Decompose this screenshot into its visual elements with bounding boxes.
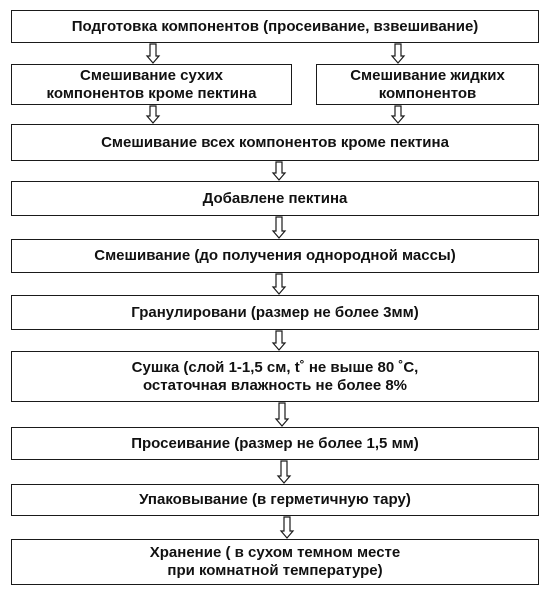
step-sieve xyxy=(11,427,539,460)
step-storage-line1: Хранение ( в сухом темном месте xyxy=(149,544,401,561)
down-arrow-icon xyxy=(392,106,404,123)
step-mix-all-label: Смешивание всех компонентов кроме пектина xyxy=(101,133,449,151)
step-dry-mix-line1: Смешивание сухих xyxy=(80,66,223,84)
step-dry-mix-line2: компонентов кроме пектина xyxy=(46,84,257,102)
down-arrow-icon xyxy=(278,461,290,483)
step-drying-line2: остаточная влажность не более 8% xyxy=(142,376,408,394)
step-granulate xyxy=(11,295,539,330)
down-arrow-icon xyxy=(392,44,404,63)
step-liquid-mix xyxy=(316,64,539,105)
down-arrow-icon xyxy=(273,162,285,180)
down-arrow-icon xyxy=(147,106,159,123)
step-packaging xyxy=(11,484,539,516)
down-arrow-icon xyxy=(147,44,159,63)
step-liquid-mix-line2: компонентов xyxy=(378,84,477,102)
down-arrow-icon xyxy=(273,274,285,294)
step-prep-label: Подготовка компонентов (просеивание, взвешивание) xyxy=(71,17,479,35)
step-dry-mix xyxy=(11,64,292,105)
step-granulate-label: Гранулировани (размер не более 3мм) xyxy=(131,303,419,321)
down-arrow-icon xyxy=(276,403,288,426)
step-storage-line2: при комнатной температуре) xyxy=(167,562,383,579)
step-mix-homogeneous xyxy=(11,239,539,273)
step-mix-homogeneous-label: Смешивание (до получения однородной массы) xyxy=(94,247,456,264)
step-packaging-label: Упаковывание (в герметичную тару) xyxy=(139,491,411,508)
step-drying-line1: Сушка (слой 1-1,5 см, t˚ не выше 80 ˚С, xyxy=(131,358,419,376)
down-arrow-icon xyxy=(273,331,285,350)
step-sieve-label: Просеивание (размер не более 1,5 мм) xyxy=(131,434,419,452)
step-prep xyxy=(11,10,539,43)
down-arrow-icon xyxy=(273,217,285,238)
step-add-pectin xyxy=(11,181,539,216)
step-drying xyxy=(11,351,539,402)
down-arrow-icon xyxy=(281,517,293,538)
step-mix-all xyxy=(11,124,539,161)
step-add-pectin-label: Добавлене пектина xyxy=(202,189,348,207)
step-liquid-mix-line1: Смешивание жидких xyxy=(350,66,505,84)
step-storage xyxy=(11,539,539,585)
